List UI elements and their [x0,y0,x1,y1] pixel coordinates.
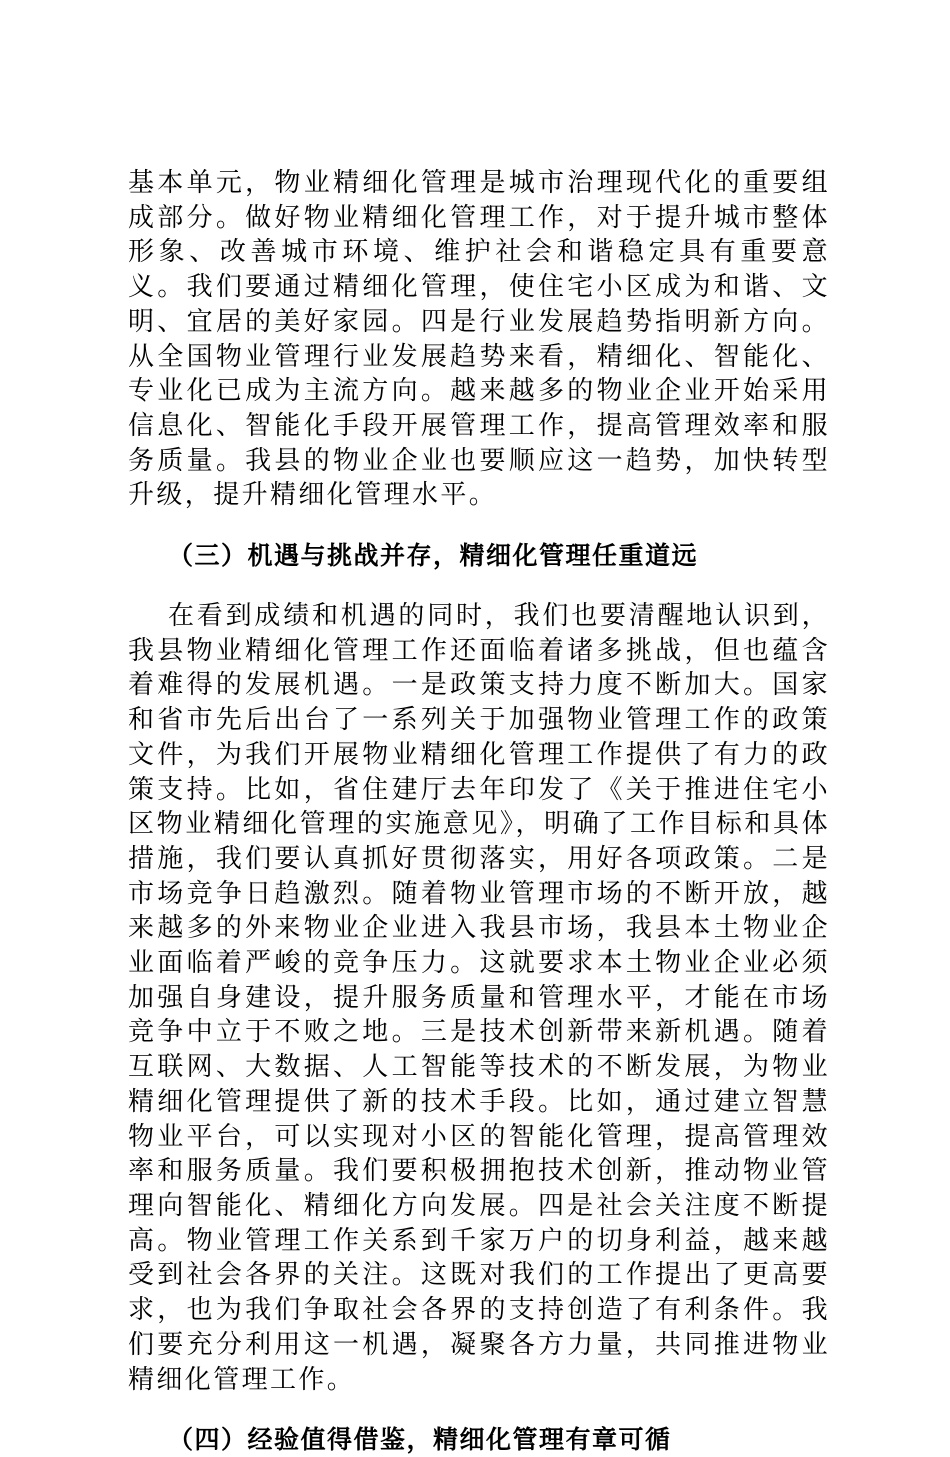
body-paragraph: 在看到成绩和机遇的同时，我们也要清醒地认识到，我县物业精细化管理工作还面临着诸多挑战，但也蕴含着难得的发展机遇。一是政策支持力度不断加大。国家和省市先后出台了一系列关于加强物业管理工作的政策文件，为我们开展物业精细化管理工作提供了有力的政策支持。比如，省住建厅去年印发了《关于推进住宅小区物业精细化管理的实施意见》，明确了工作目标和具体措施，我们要认真抓好贯彻落实，用好各项政策。二是市场竞争日趋激烈。随着物业管理市场的不断开放，越来越多的外来物业企业进入我县市场，我县本土物业企业面临着严峻的竞争压力。这就要求本土物业企业必须加强自身建设，提升服务质量和管理水平，才能在市场竞争中立于不败之地。三是技术创新带来新机遇。随着互联网、大数据、人工智能等技术的不断发展，为物业精细化管理提供了新的技术手段。比如，通过建立智慧物业平台，可以实现对小区的智能化管理，提高管理效率和服务质量。我们要积极拥抱技术创新，推动物业管理向智能化、精细化方向发展。四是社会关注度不断提高。物业管理工作关系到千家万户的切身利益，越来越受到社会各界的关注。这既对我们的工作提出了更高要求，也为我们争取社会各界的支持创造了有利条件。我们要充分利用这一机遇，凝聚各方力量，共同推进物业精细化管理工作。 [128,601,830,1395]
section-heading-3: （三）机遇与挑战并存，精细化管理任重道远 [168,541,699,571]
body-paragraph: 基本单元，物业精细化管理是城市治理现代化的重要组成部分。做好物业精细化管理工作，对于提升城市整体形象、改善城市环境、维护社会和谐稳定具有重要意义。我们要通过精细化管理，使住宅小区成为和谐、文明、宜居的美好家园。四是行业发展趋势指明新方向。从全国物业管理行业发展趋势来看，精细化、智能化、专业化已成为主流方向。越来越多的物业企业开始采用信息化、智能化手段开展管理工作，提高管理效率和服务质量。我县的物业企业也要顺应这一趋势，加快转型升级，提升精细化管理水平。 [128,168,830,511]
section-heading-4: （四）经验值得借鉴，精细化管理有章可循 [168,1425,672,1455]
document-page [128,166,830,1457]
